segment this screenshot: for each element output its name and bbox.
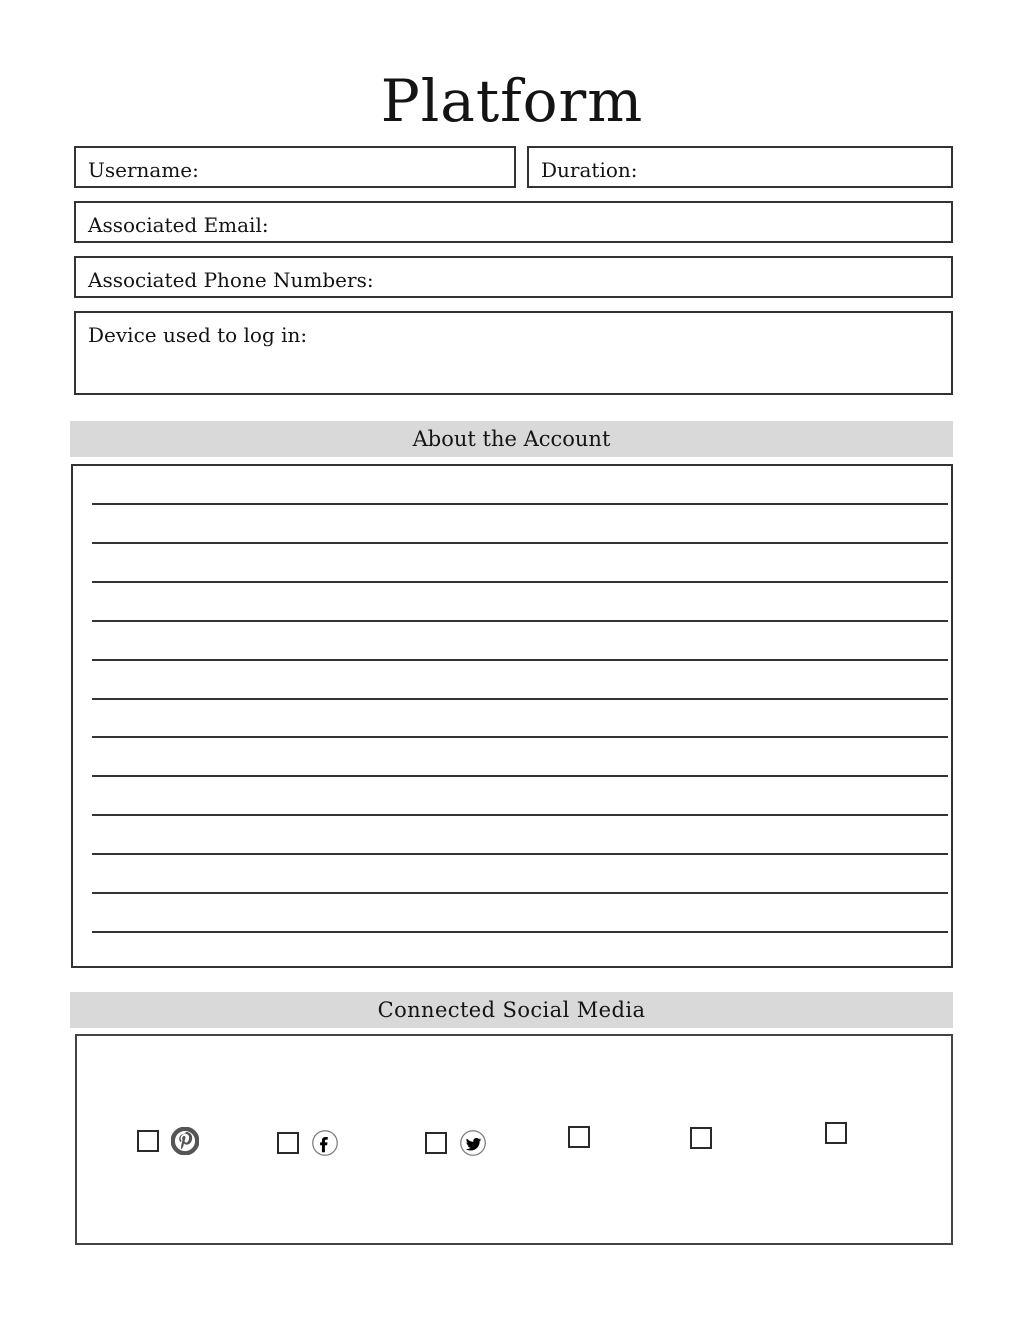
field-username-label: Username: <box>88 158 199 182</box>
about-rule-line <box>92 892 948 894</box>
about-rule-line <box>92 542 948 544</box>
twitter-icon <box>459 1129 487 1157</box>
section-header-about-the-account <box>70 421 953 457</box>
checkbox-blank-2[interactable] <box>690 1127 712 1149</box>
about-rule-line <box>92 503 948 505</box>
connected-social-media-area <box>75 1034 953 1245</box>
field-device-used-to-log-in[interactable] <box>74 311 953 395</box>
about-rule-line <box>92 698 948 700</box>
page-title: Platform <box>380 67 644 135</box>
field-duration-label: Duration: <box>541 158 638 182</box>
about-rule-line <box>92 814 948 816</box>
section-header-connected-social-media <box>70 992 953 1028</box>
about-rule-line <box>92 736 948 738</box>
section-header-connected-social-media-label: Connected Social Media <box>377 998 646 1022</box>
about-rule-line <box>92 620 948 622</box>
section-header-about-the-account-label: About the Account <box>412 427 611 451</box>
about-rule-line <box>92 581 948 583</box>
field-device-used-to-log-in-label: Device used to log in: <box>88 323 308 347</box>
checkbox-blank-1[interactable] <box>568 1126 590 1148</box>
social-media-slot-twitter <box>425 1129 487 1157</box>
field-associated-email[interactable] <box>74 201 953 243</box>
social-media-slot-blank-3 <box>825 1122 847 1144</box>
social-media-slot-blank-2 <box>690 1127 712 1149</box>
about-rule-line <box>92 931 948 933</box>
checkbox-pinterest[interactable] <box>137 1130 159 1152</box>
field-associated-phone-numbers-label: Associated Phone Numbers: <box>88 268 374 292</box>
about-rule-line <box>92 853 948 855</box>
pinterest-icon <box>171 1127 199 1155</box>
social-media-slot-blank-1 <box>568 1126 590 1148</box>
facebook-icon <box>311 1129 339 1157</box>
field-duration[interactable] <box>527 146 953 188</box>
checkbox-blank-3[interactable] <box>825 1122 847 1144</box>
social-media-slot-pinterest <box>137 1127 199 1155</box>
checkbox-facebook[interactable] <box>277 1132 299 1154</box>
field-associated-phone-numbers[interactable] <box>74 256 953 298</box>
field-username[interactable] <box>74 146 516 188</box>
about-rule-line <box>92 775 948 777</box>
checkbox-twitter[interactable] <box>425 1132 447 1154</box>
about-rule-line <box>92 659 948 661</box>
about-the-account-text-area[interactable] <box>71 464 953 968</box>
field-associated-email-label: Associated Email: <box>88 213 269 237</box>
social-media-slot-facebook <box>277 1129 339 1157</box>
